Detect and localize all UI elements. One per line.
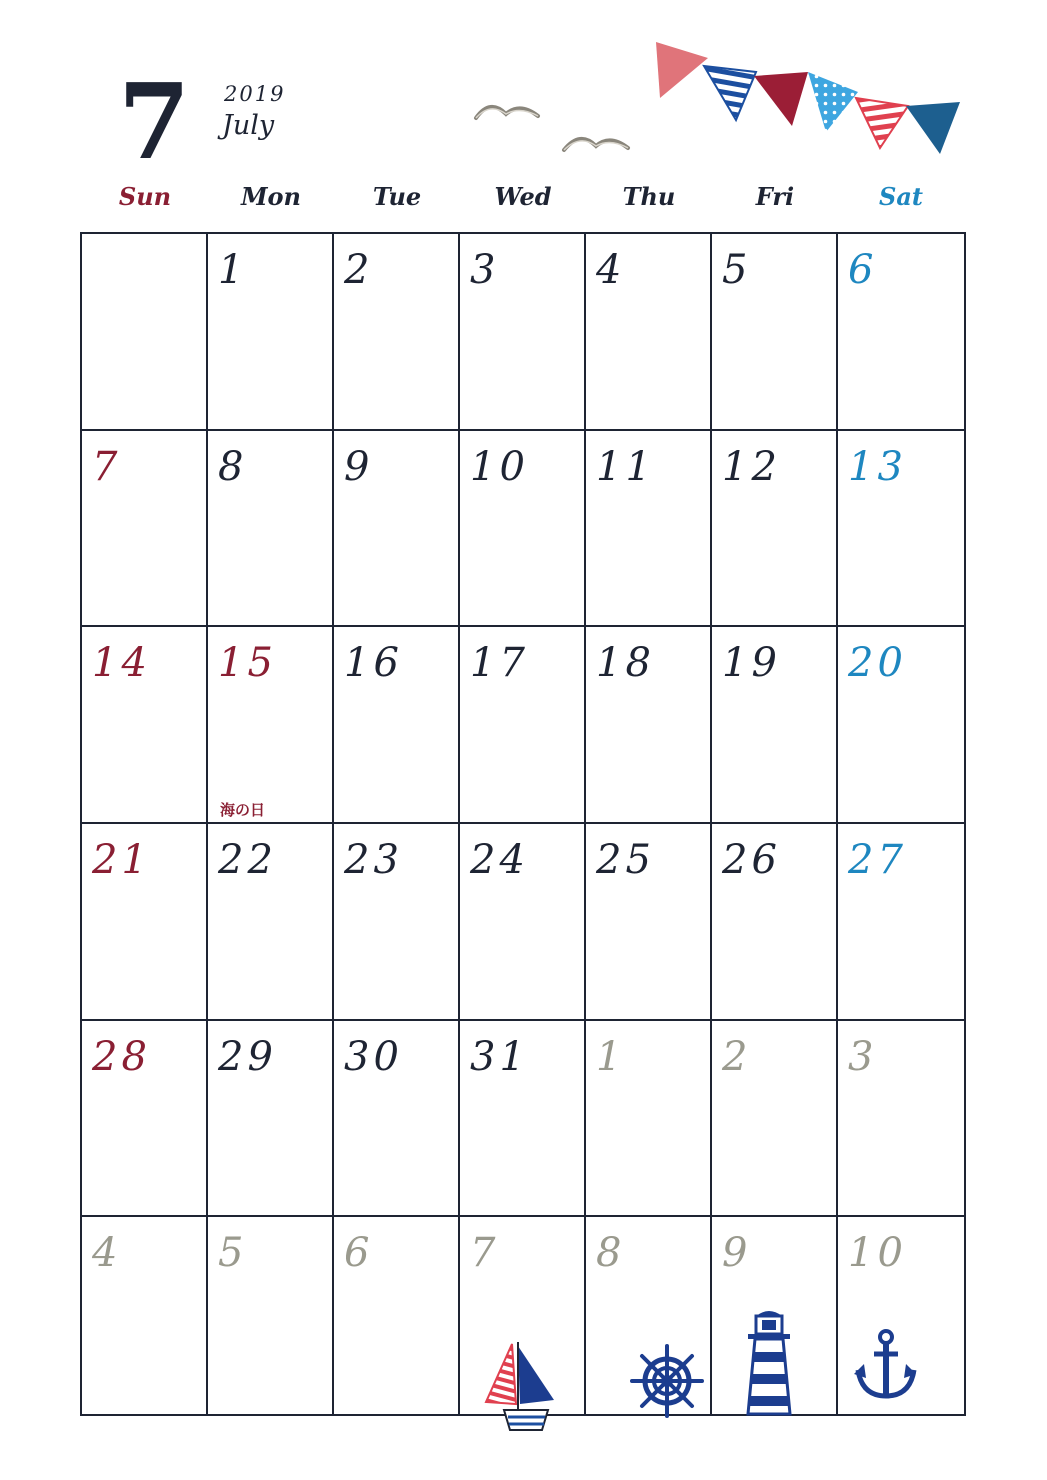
day-cell[interactable] — [712, 1021, 838, 1218]
day-cell[interactable] — [586, 1021, 712, 1218]
day-number: 3 — [470, 247, 500, 293]
day-number: 7 — [470, 1230, 500, 1277]
anchor-icon — [852, 1328, 918, 1402]
day-cell[interactable] — [208, 431, 334, 628]
day-number: 24 — [470, 837, 529, 883]
day-number: 28 — [92, 1033, 151, 1080]
day-cell[interactable] — [82, 1217, 208, 1414]
day-cell[interactable] — [460, 1021, 586, 1218]
day-cell[interactable] — [460, 431, 586, 628]
weekday-sat: Sat — [879, 182, 923, 211]
day-number: 25 — [596, 837, 655, 883]
month-name: July — [222, 110, 275, 141]
day-number: 13 — [848, 443, 907, 490]
day-number: 2 — [722, 1033, 752, 1080]
day-cell[interactable] — [82, 234, 208, 431]
flag-navy — [906, 102, 960, 154]
day-cell[interactable] — [838, 824, 964, 1021]
day-cell[interactable] — [460, 627, 586, 824]
day-cell[interactable] — [838, 627, 964, 824]
flag-polka-dot — [808, 72, 858, 132]
day-number: 20 — [848, 640, 907, 687]
day-number: 30 — [344, 1033, 403, 1080]
day-cell[interactable] — [82, 824, 208, 1021]
day-number: 1 — [218, 247, 248, 293]
year-label: 2019 — [224, 82, 286, 106]
day-cell[interactable] — [334, 824, 460, 1021]
day-cell[interactable] — [208, 1021, 334, 1218]
day-number: 2 — [344, 247, 374, 293]
day-cell[interactable] — [82, 627, 208, 824]
day-cell[interactable] — [712, 824, 838, 1021]
day-number: 19 — [722, 640, 781, 687]
calendar-grid — [80, 232, 966, 1416]
day-cell[interactable] — [334, 431, 460, 628]
day-cell[interactable] — [712, 234, 838, 431]
day-cell[interactable] — [334, 627, 460, 824]
day-number: 1 — [596, 1033, 626, 1080]
day-number: 7 — [92, 443, 122, 490]
ship-wheel-icon — [630, 1344, 704, 1418]
weekday-fri: Fri — [755, 182, 795, 211]
day-number: 12 — [722, 443, 781, 490]
day-number: 6 — [344, 1230, 374, 1277]
day-cell[interactable] — [586, 431, 712, 628]
day-cell[interactable] — [586, 824, 712, 1021]
flag-red-striped — [856, 98, 908, 148]
month-number: 7 — [118, 60, 191, 183]
flag-crimson — [754, 72, 808, 126]
bunting-flags — [650, 36, 965, 161]
weekday-mon: Mon — [240, 182, 302, 211]
day-cell[interactable] — [838, 234, 964, 431]
day-cell[interactable] — [586, 627, 712, 824]
day-number: 8 — [218, 443, 248, 490]
day-cell[interactable] — [334, 1021, 460, 1218]
day-cell[interactable] — [586, 234, 712, 431]
day-number: 11 — [596, 443, 655, 490]
day-cell[interactable] — [460, 824, 586, 1021]
day-number: 16 — [344, 640, 403, 687]
day-cell[interactable] — [208, 627, 334, 824]
weekday-thu: Thu — [622, 182, 676, 211]
weekday-tue: Tue — [372, 182, 422, 211]
day-number: 10 — [848, 1230, 907, 1277]
flag-coral — [656, 42, 708, 98]
day-number: 31 — [470, 1033, 529, 1080]
day-number: 5 — [218, 1230, 248, 1277]
day-number: 10 — [470, 443, 529, 490]
seagull-icon — [560, 128, 632, 160]
day-number: 3 — [848, 1033, 878, 1080]
day-cell[interactable] — [838, 431, 964, 628]
day-cell[interactable] — [712, 627, 838, 824]
day-number: 14 — [92, 640, 151, 687]
day-cell[interactable] — [208, 824, 334, 1021]
day-number: 17 — [470, 640, 529, 687]
day-number: 26 — [722, 837, 781, 883]
day-cell[interactable] — [334, 234, 460, 431]
day-number: 5 — [722, 247, 752, 293]
day-number: 23 — [344, 837, 403, 883]
flag-blue-striped — [704, 66, 756, 120]
day-number: 4 — [92, 1230, 122, 1277]
day-number: 21 — [92, 837, 151, 883]
seagull-icon — [472, 96, 542, 128]
day-cell[interactable] — [82, 1021, 208, 1218]
day-cell[interactable] — [208, 1217, 334, 1414]
holiday-label: 海の日 — [220, 801, 266, 820]
day-number: 22 — [218, 837, 277, 883]
sailboat-icon — [478, 1338, 562, 1436]
day-cell[interactable] — [82, 431, 208, 628]
day-number: 15 — [218, 640, 277, 687]
day-cell[interactable] — [712, 431, 838, 628]
day-cell[interactable] — [334, 1217, 460, 1414]
day-cell[interactable] — [460, 234, 586, 431]
day-number: 9 — [344, 443, 374, 490]
lighthouse-icon — [742, 1308, 796, 1416]
day-number: 18 — [596, 640, 655, 687]
day-number: 9 — [722, 1230, 752, 1277]
day-number: 6 — [848, 247, 878, 293]
day-cell[interactable] — [838, 1021, 964, 1218]
day-number: 8 — [596, 1230, 626, 1277]
day-number: 27 — [848, 837, 907, 883]
day-cell[interactable] — [208, 234, 334, 431]
weekday-sun: Sun — [118, 182, 172, 211]
day-number: 4 — [596, 247, 626, 293]
day-number: 29 — [218, 1033, 277, 1080]
weekday-wed: Wed — [494, 182, 552, 211]
